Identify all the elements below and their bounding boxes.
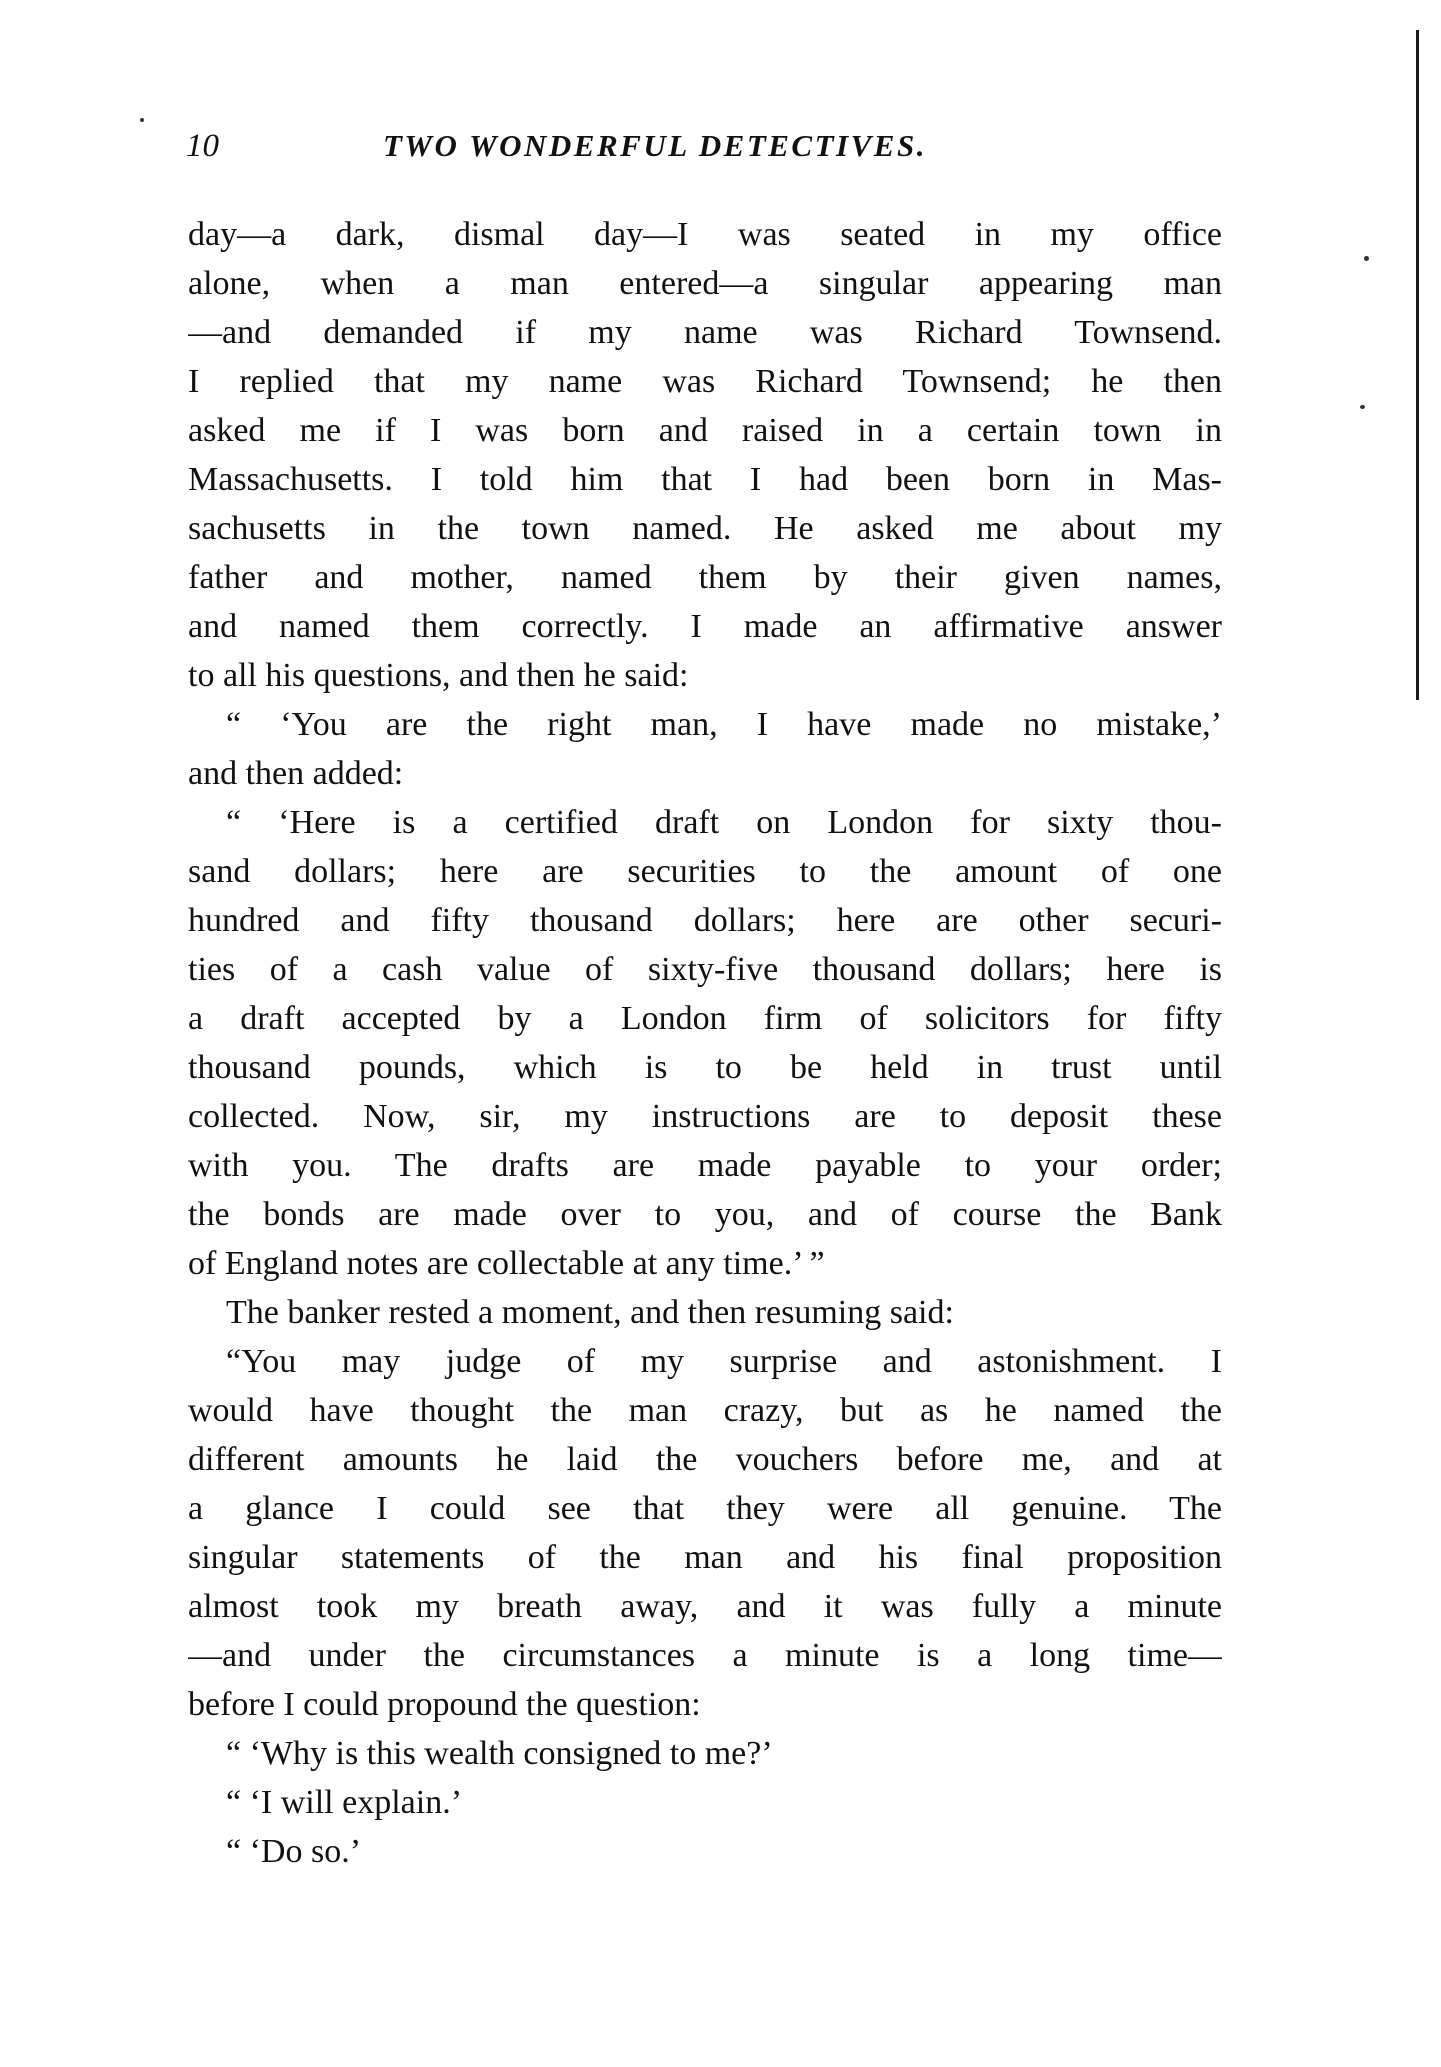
print-speck — [1364, 256, 1369, 261]
running-header — [178, 128, 1258, 178]
text-line: The banker rested a moment, and then resuming said: — [226, 1294, 954, 1331]
text-line: collected. Now, sir, my instructions are to deposit these — [188, 1098, 1222, 1135]
running-title: TWO WONDERFUL DETECTIVES. — [383, 128, 927, 163]
text-line: alone, when a man entered—a singular appearing man — [188, 265, 1222, 302]
text-line: day—a dark, dismal day—I was seated in my office — [188, 216, 1222, 253]
text-line: would have thought the man crazy, but as he named the — [188, 1392, 1222, 1429]
page-number: 10 — [186, 128, 219, 164]
text-line: hundred and fifty thousand dollars; here are other securi- — [188, 902, 1222, 939]
body-text — [188, 210, 1222, 1876]
print-speck — [1360, 405, 1365, 409]
text-line: the bonds are made over to you, and of course the Bank — [188, 1196, 1222, 1233]
text-line: to all his questions, and then he said: — [188, 657, 689, 694]
text-line: I replied that my name was Richard Townsend; he then — [188, 363, 1222, 400]
text-line: of England notes are collectable at any time.’ ” — [188, 1245, 825, 1282]
text-line: “ ‘I will explain.’ — [226, 1784, 463, 1821]
text-line: “ ‘You are the right man, I have made no mistake,’ — [226, 706, 1222, 743]
text-line: sand dollars; here are securities to the amount of one — [188, 853, 1222, 890]
text-line: a glance I could see that they were all genuine. The — [188, 1490, 1222, 1527]
text-line: “ ‘Why is this wealth consigned to me?’ — [226, 1735, 773, 1772]
text-line: “ ‘Do so.’ — [226, 1833, 362, 1870]
text-line: with you. The drafts are made payable to your order; — [188, 1147, 1222, 1184]
page-edge-line — [1416, 30, 1419, 700]
text-line: “You may judge of my surprise and astonishment. I — [226, 1343, 1222, 1380]
text-line: almost took my breath away, and it was fully a minute — [188, 1588, 1222, 1625]
text-line: —and under the circumstances a minute is a long time— — [188, 1637, 1222, 1674]
text-line: different amounts he laid the vouchers before me, and at — [188, 1441, 1222, 1478]
text-line: and then added: — [188, 755, 404, 792]
text-line: —and demanded if my name was Richard Townsend. — [188, 314, 1222, 351]
text-line: singular statements of the man and his final proposition — [188, 1539, 1222, 1576]
text-line: father and mother, named them by their given names, — [188, 559, 1222, 596]
text-line: and named them correctly. I made an affirmative answer — [188, 608, 1222, 645]
text-line: a draft accepted by a London firm of solicitors for fifty — [188, 1000, 1222, 1037]
text-line: sachusetts in the town named. He asked me about my — [188, 510, 1222, 547]
text-line: ties of a cash value of sixty-five thousand dollars; here is — [188, 951, 1222, 988]
text-line: thousand pounds, which is to be held in trust until — [188, 1049, 1222, 1086]
text-line: “ ‘Here is a certified draft on London for sixty thou- — [226, 804, 1222, 841]
text-line: Massachusetts. I told him that I had been born in Mas- — [188, 461, 1222, 498]
print-speck — [140, 118, 144, 122]
text-line: asked me if I was born and raised in a certain town in — [188, 412, 1222, 449]
text-line: before I could propound the question: — [188, 1686, 701, 1723]
